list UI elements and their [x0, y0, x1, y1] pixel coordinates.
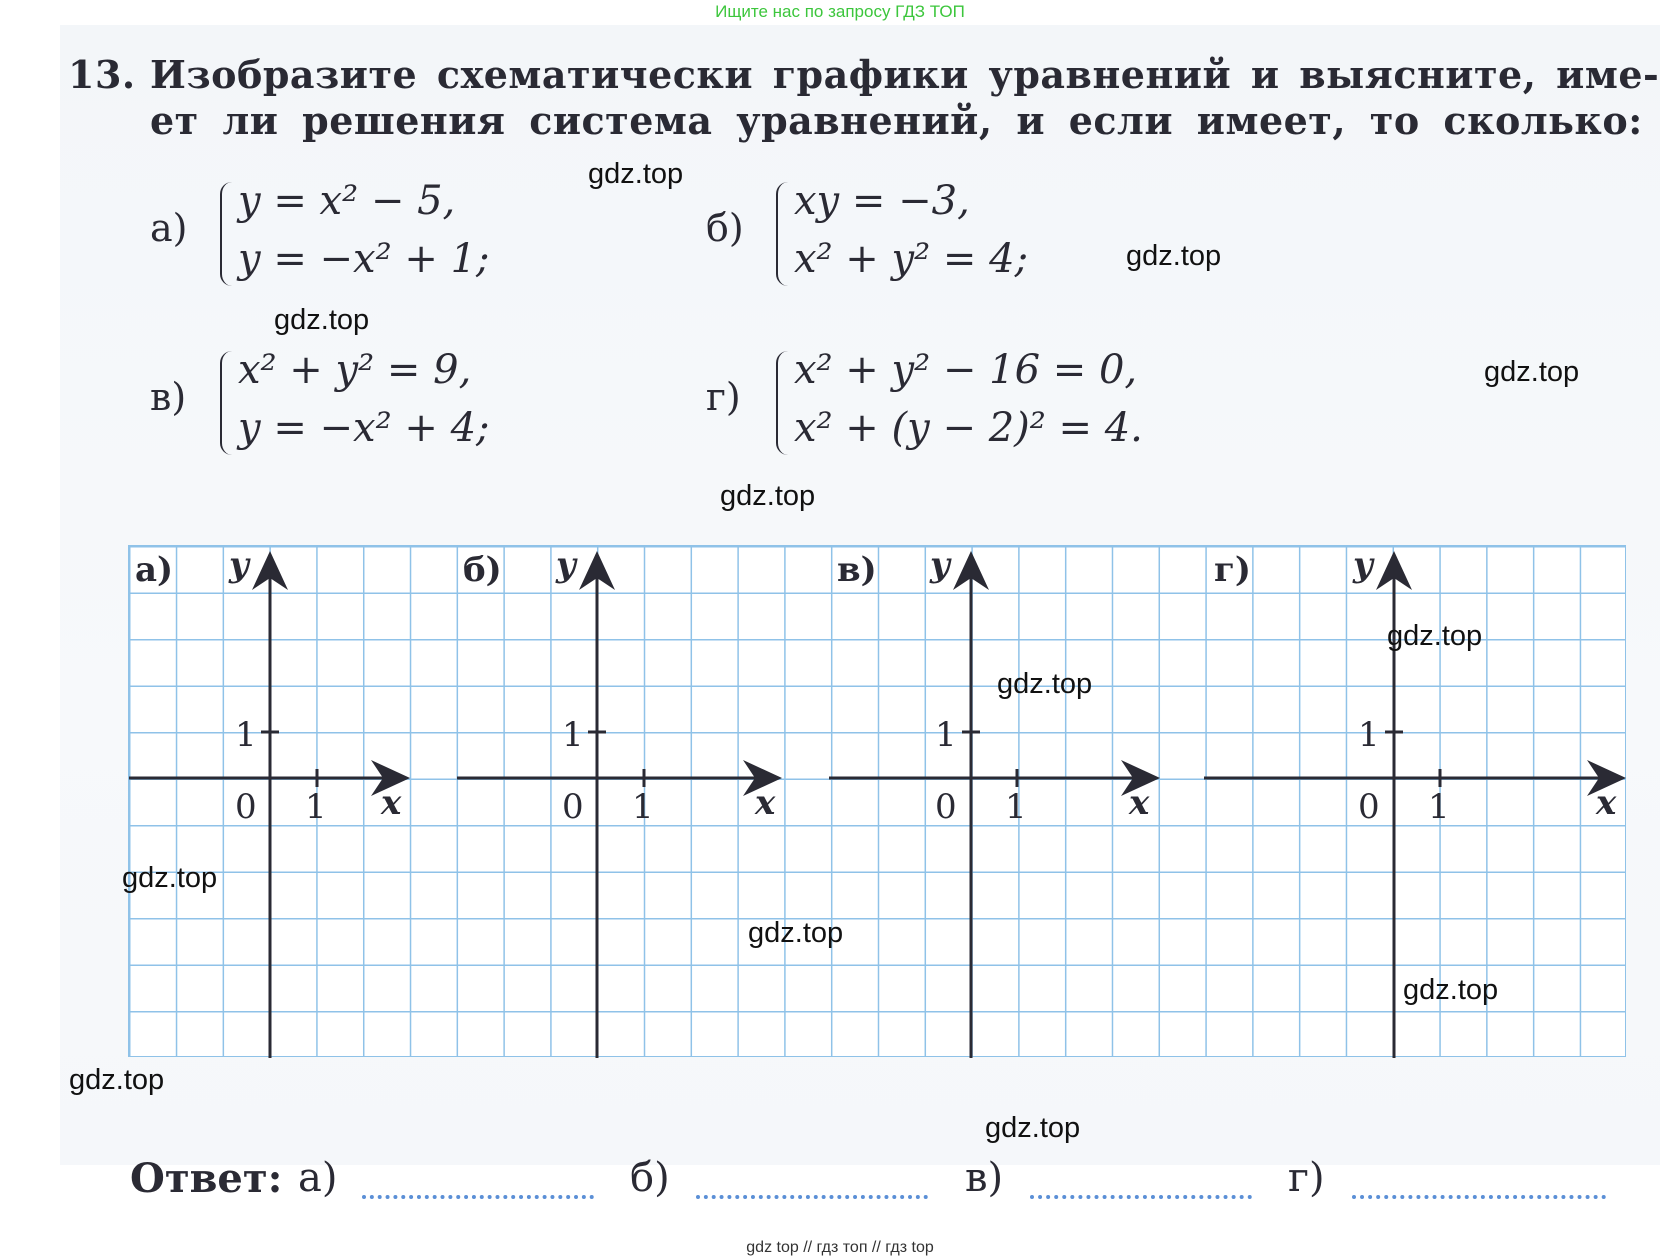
system-a-eq1: y = x² − 5,	[238, 178, 456, 224]
watermark-text: gdz.top	[588, 158, 684, 190]
watermark-text: gdz.top	[1387, 620, 1483, 652]
answer-v-label: в)	[965, 1155, 1004, 1201]
system-b-label: б)	[706, 206, 744, 250]
answer-b-label: б)	[630, 1155, 670, 1201]
panel-v-zero: 0	[935, 787, 957, 827]
system-b-eq1: xy = −3,	[794, 178, 970, 224]
answer-g-label: г)	[1288, 1155, 1325, 1201]
panel-b-x-label: x	[755, 783, 776, 823]
panel-b-zero: 0	[562, 787, 584, 827]
panel-a-x-label: x	[381, 783, 402, 823]
answer-b-field[interactable]	[696, 1195, 928, 1199]
system-v-eq1: x² + y² = 9,	[238, 347, 472, 393]
system-b-eq2: x² + y² = 4;	[794, 236, 1029, 282]
panel-a-zero: 0	[235, 787, 257, 827]
watermark-text: gdz.top	[1484, 356, 1580, 388]
watermark-text: gdz.top	[1403, 974, 1499, 1006]
watermark-text: gdz.top	[1126, 240, 1222, 272]
panel-v-one-y: 1	[935, 715, 957, 755]
task-line-2: ет ли решения система уравнений, и если имеет, то сколько:	[150, 98, 1643, 143]
task-line-1	[68, 52, 1660, 98]
panel-a-y-label: y	[229, 546, 249, 585]
panel-a-one-x: 1	[305, 787, 327, 827]
system-a-label: а)	[150, 206, 188, 250]
watermark-text: gdz.top	[985, 1112, 1081, 1144]
panel-v	[829, 546, 1157, 1058]
brace-icon	[776, 182, 788, 286]
panel-v-label: в)	[837, 550, 877, 590]
answer-a-field[interactable]	[362, 1195, 594, 1199]
panel-g-y-label: y	[1353, 546, 1373, 585]
top-banner: Ищите нас по запросу ГДЗ ТОП	[715, 2, 965, 21]
panel-v-one-x: 1	[1005, 787, 1027, 827]
panel-a-label: а)	[135, 550, 174, 590]
watermark-text: gdz.top	[122, 862, 218, 894]
panel-g-one-y: 1	[1358, 715, 1380, 755]
panel-b-one-x: 1	[632, 787, 654, 827]
system-v-label: в)	[150, 375, 187, 419]
bottom-banner: gdz top // гдз топ // гдз top	[746, 1239, 934, 1256]
task-text-1: Изобразите схематически графики уравнений и выясните, име-	[150, 52, 1660, 97]
watermark-text: gdz.top	[69, 1064, 165, 1096]
panel-b-y-label: y	[556, 546, 576, 585]
panel-g-label: г)	[1214, 550, 1251, 590]
system-g-eq1: x² + y² − 16 = 0,	[794, 347, 1138, 393]
system-a-eq2: y = −x² + 1;	[238, 236, 490, 282]
panel-b-one-y: 1	[562, 715, 584, 755]
brace-icon	[220, 351, 232, 455]
panel-b	[457, 546, 779, 1058]
answer-row	[130, 1155, 1630, 1205]
panel-a	[129, 546, 407, 1058]
brace-icon	[776, 351, 788, 455]
panel-v-y-label: y	[930, 546, 950, 585]
system-g-label: г)	[706, 375, 741, 419]
watermark-text: gdz.top	[997, 668, 1093, 700]
system-v-eq2: y = −x² + 4;	[238, 405, 490, 451]
panel-v-x-label: x	[1129, 783, 1150, 823]
panel-g-one-x: 1	[1428, 787, 1450, 827]
panel-g-zero: 0	[1358, 787, 1380, 827]
panel-b-label: б)	[463, 550, 502, 590]
answer-a-label: а)	[298, 1155, 338, 1201]
answer-g-field[interactable]	[1352, 1195, 1606, 1199]
watermark-text: gdz.top	[274, 304, 370, 336]
answer-title: Ответ:	[130, 1155, 283, 1202]
system-g-eq2: x² + (y − 2)² = 4.	[794, 405, 1143, 451]
panel-g-x-label: x	[1596, 783, 1617, 823]
task-number: 13.	[68, 52, 136, 97]
brace-icon	[220, 182, 232, 286]
watermark-text: gdz.top	[748, 917, 844, 949]
panel-a-one-y: 1	[235, 715, 257, 755]
task-statement	[68, 52, 1660, 144]
answer-v-field[interactable]	[1030, 1195, 1252, 1199]
watermark-text: gdz.top	[720, 480, 816, 512]
